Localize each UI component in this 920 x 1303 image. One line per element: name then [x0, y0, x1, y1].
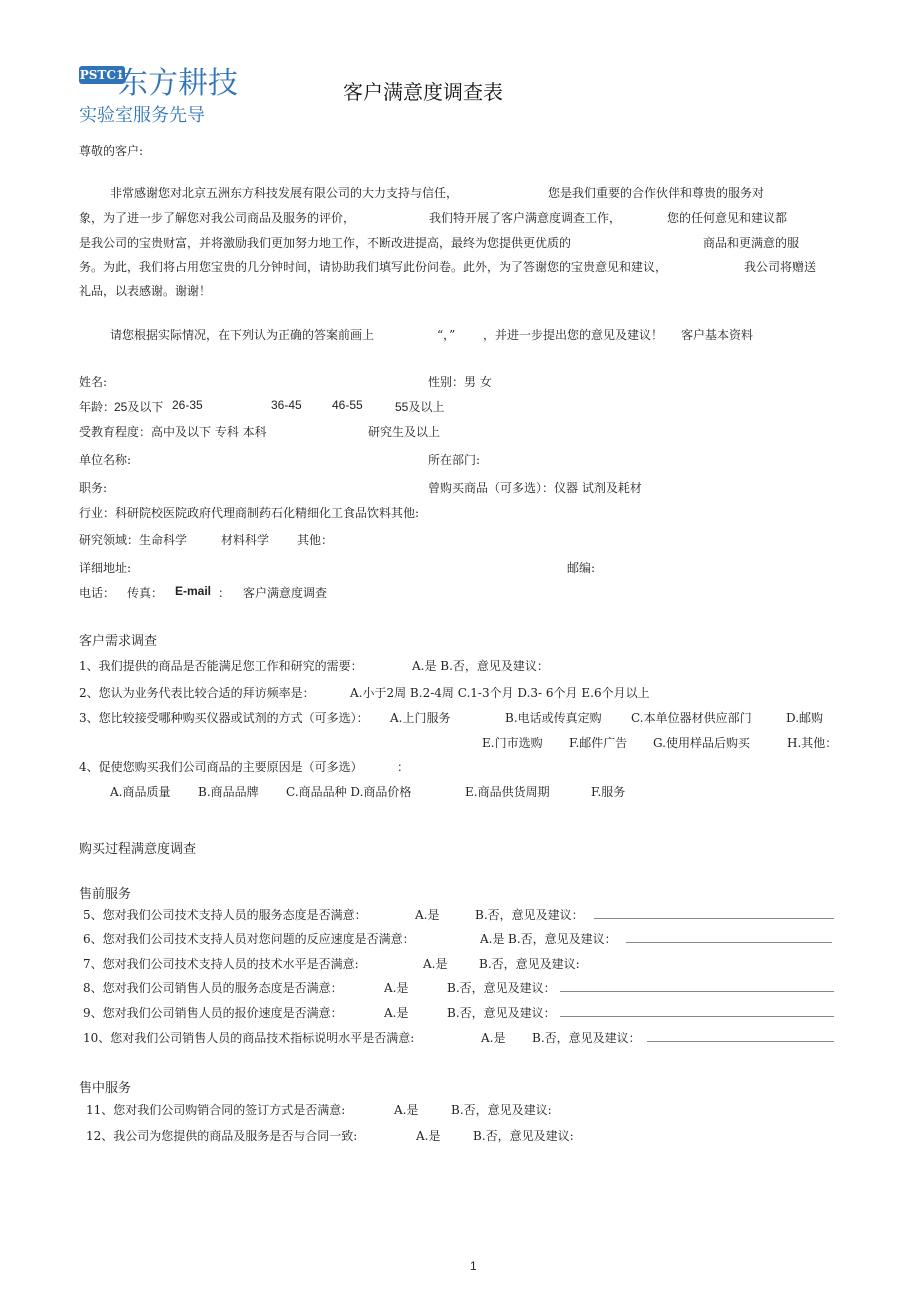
yes-option[interactable]: A.是	[384, 1006, 409, 1020]
phone-label: 电话：	[79, 586, 116, 600]
yes-option[interactable]: A.是	[423, 957, 448, 971]
no-option[interactable]: B.否，意见及建议：	[447, 981, 556, 995]
position-label: 职务:	[79, 481, 108, 495]
question-3-option-b[interactable]: B.电话或传真定购	[505, 711, 602, 725]
education-label: 受教育程度：高中及以下 专科 本科	[79, 425, 267, 439]
industry-label: 行业：科研院校医院政府代理商制药石化精细化工食品饮料其他:	[79, 506, 420, 520]
question-11: 11、您对我们公司购销合同的签订方式是否满意:	[86, 1103, 346, 1117]
question-4-option[interactable]: A.商品质量	[110, 785, 171, 799]
yes-option[interactable]: A.是	[384, 981, 409, 995]
question-3-option-f[interactable]: F.邮件广告	[569, 736, 628, 750]
satisfaction-survey-label: 客户满意度调查	[243, 586, 328, 600]
answer-line[interactable]	[560, 981, 834, 992]
purchased-label: 曾购买商品（可多选）：仪器 试剂及耗材	[428, 481, 642, 495]
question-6: 6、您对我们公司技术支持人员对您问题的反应速度是否满意：	[83, 932, 415, 946]
email-colon: ：	[218, 586, 231, 600]
field-label: 研究领域：生命科学	[79, 533, 188, 547]
education-option-graduate[interactable]: 研究生及以上	[368, 425, 441, 439]
intro-line-3a: 是我公司的宝贵财富，并将激励我们更加努力地工作，不断改进提高，最终为您提供更优质的	[79, 236, 572, 250]
question-3: 3、您比较接受哪种购买仪器或试剂的方式（可多选）：	[79, 711, 369, 725]
intro-line-1a: 非常感谢您对北京五洲东方科技发展有限公司的大力支持与信任，	[110, 186, 459, 200]
address-label: 详细地址:	[79, 561, 132, 575]
answer-line[interactable]	[626, 932, 832, 943]
intro-line-4a: 务。为此，我们将占用您宝贵的几分钟时间，请协助我们填写此份问卷。此外，为了答谢您的宝贵意见和建议，	[79, 260, 668, 274]
question-3-option-d[interactable]: D.邮购	[786, 711, 824, 725]
question-5: 5、您对我们公司技术支持人员的服务态度是否满意：	[83, 908, 367, 922]
page-title: 客户满意度调查表	[343, 80, 503, 104]
insale-heading: 售中服务	[79, 1081, 132, 1096]
age-option[interactable]: 25及以下	[114, 400, 164, 414]
age-option[interactable]: 46-55	[332, 398, 363, 412]
logo-tagline: 实验室服务先导	[79, 105, 205, 126]
name-label: 姓名:	[79, 375, 108, 389]
field-option-materials[interactable]: 材料科学	[221, 533, 270, 547]
yes-option[interactable]: A.是	[416, 1129, 441, 1143]
question-4-option[interactable]: B.商品品牌	[198, 785, 259, 799]
logo-name: 东方耕技	[118, 66, 238, 101]
no-option[interactable]: B.否，意见及建议:	[473, 1129, 574, 1143]
age-option[interactable]: 26-35	[172, 398, 203, 412]
age-option[interactable]: 36-45	[271, 398, 302, 412]
no-option[interactable]: B.否，意见及建议：	[508, 932, 617, 946]
question-3-option-a[interactable]: A.上门服务	[390, 711, 451, 725]
intro-line-3b: 商品和更满意的服	[703, 236, 800, 250]
yes-option[interactable]: A.是	[480, 932, 505, 946]
needs-heading: 客户需求调查	[79, 634, 158, 649]
instruction-text-2: ，并进一步提出您的意见及建议！	[483, 328, 664, 342]
answer-line[interactable]	[647, 1031, 834, 1042]
question-2-options[interactable]: A.小于2周 B.2-4周 C.1-3个月 D.3- 6个月 E.6个月以上	[350, 686, 650, 700]
department-label: 所在部门:	[428, 453, 481, 467]
question-3-option-c[interactable]: C.本单位器材供应部门	[631, 711, 752, 725]
question-1-options[interactable]: A.是 B.否，意见及建议：	[412, 659, 549, 673]
yes-option[interactable]: A.是	[415, 908, 440, 922]
instruction-text: 请您根据实际情况，在下列认为正确的答案前画上	[110, 328, 375, 342]
fax-label: 传真：	[127, 586, 164, 600]
question-7: 7、您对我们公司技术支持人员的技术水平是否满意:	[83, 957, 359, 971]
section-basic-info: 客户基本资料	[681, 328, 754, 342]
age-option[interactable]: 55及以上	[395, 400, 445, 414]
answer-line[interactable]	[594, 908, 834, 919]
page-number: 1	[470, 1259, 477, 1273]
no-option[interactable]: B.否，意见及建议:	[479, 957, 580, 971]
field-option-other[interactable]: 其他：	[297, 533, 334, 547]
intro-line-2c: 您的任何意见和建议都	[667, 211, 788, 225]
intro-line-1b: 您是我们重要的合作伙伴和尊贵的服务对	[548, 186, 765, 200]
question-4-option[interactable]: C.商品品种 D.商品价格	[286, 785, 412, 799]
question-10: 10、您对我们公司销售人员的商品技术指标说明水平是否满意:	[83, 1031, 415, 1045]
no-option[interactable]: B.否，意见及建议：	[475, 908, 584, 922]
intro-line-5: 礼品，以表感谢。谢谢！	[79, 284, 212, 298]
presale-heading: 售前服务	[79, 887, 132, 902]
instruction-mark: “，”	[437, 328, 456, 342]
no-option[interactable]: B.否，意见及建议：	[447, 1006, 556, 1020]
yes-option[interactable]: A.是	[481, 1031, 506, 1045]
question-12: 12、我公司为您提供的商品及服务是否与合同一致:	[86, 1129, 358, 1143]
question-4-option[interactable]: E.商品供货周期	[465, 785, 550, 799]
question-9: 9、您对我们公司销售人员的报价速度是否满意：	[83, 1006, 343, 1020]
company-label: 单位名称:	[79, 453, 132, 467]
no-option[interactable]: B.否，意见及建议:	[451, 1103, 552, 1117]
answer-line[interactable]	[560, 1006, 834, 1017]
question-8: 8、您对我们公司销售人员的服务态度是否满意：	[83, 981, 343, 995]
gender-label: 性别：男 女	[428, 375, 492, 389]
process-heading: 购买过程满意度调查	[79, 842, 197, 857]
question-1: 1、我们提供的商品是否能满足您工作和研究的需要：	[79, 659, 363, 673]
question-4-colon: ：	[397, 760, 410, 774]
email-label: E-mail	[175, 584, 212, 598]
question-2: 2、您认为业务代表比较合适的拜访频率是：	[79, 686, 315, 700]
logo-badge: PSTC1	[79, 68, 125, 82]
question-3-option-h[interactable]: H.其他：	[787, 736, 838, 750]
zip-label: 邮编:	[567, 561, 596, 575]
intro-line-2b: 我们特开展了客户满意度调查工作，	[429, 211, 622, 225]
question-4: 4、促使您购买我们公司商品的主要原因是（可多选）	[79, 760, 363, 774]
question-4-option[interactable]: F.服务	[591, 785, 626, 799]
question-3-option-e[interactable]: E.门市选购	[482, 736, 543, 750]
intro-line-4b: 我公司将赠送	[744, 260, 817, 274]
question-3-option-g[interactable]: G.使用样品后购买	[653, 736, 750, 750]
greeting: 尊敬的客户:	[79, 144, 144, 158]
age-label: 年龄：	[79, 400, 116, 414]
intro-line-2a: 象，为了进一步了解您对我公司商品及服务的评价，	[79, 211, 356, 225]
yes-option[interactable]: A.是	[394, 1103, 419, 1117]
no-option[interactable]: B.否，意见及建议：	[532, 1031, 641, 1045]
